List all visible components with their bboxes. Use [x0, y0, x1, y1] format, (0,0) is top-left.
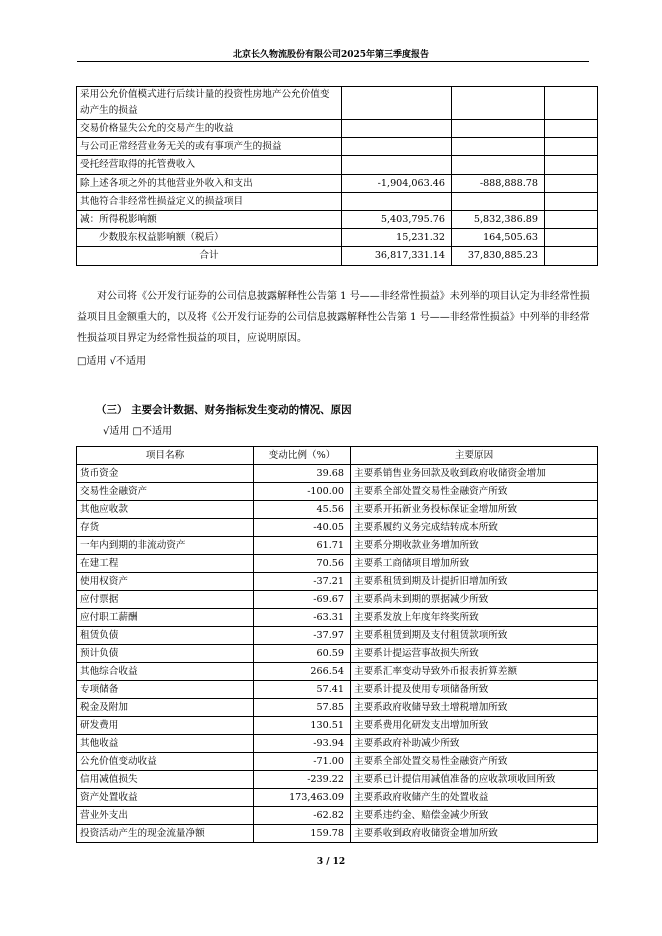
row-note: [545, 174, 598, 192]
table-row: [77, 555, 598, 573]
row-change-ratio: 61.71: [254, 537, 351, 555]
table-row: [77, 771, 598, 789]
row-main-reason: 主要系政府收储产生的处置收益: [351, 789, 598, 807]
row-item-name: 营业外支出: [77, 807, 254, 825]
table-row: [77, 519, 598, 537]
row-main-reason: 主要系全部处置交易性金融资产所致: [351, 753, 598, 771]
row-change-ratio: 60.59: [254, 645, 351, 663]
row-item-name: 预计负债: [77, 645, 254, 663]
header-main-reason: 主要原因: [351, 447, 598, 465]
row-item-name: 研发费用: [77, 717, 254, 735]
table-row: [77, 229, 598, 247]
row-change-ratio: 70.56: [254, 555, 351, 573]
row-main-reason: 主要系汇率变动导致外币报表折算差额: [351, 663, 598, 681]
row-current-amount: [342, 138, 452, 156]
section-3-title: （三） 主要会计数据、财务指标发生变动的情况、原因: [96, 404, 352, 416]
row-item-name: 资产处置收益: [77, 789, 254, 807]
row-change-ratio: -71.00: [254, 753, 351, 771]
row-change-ratio: -40.05: [254, 519, 351, 537]
row-item-name: 税金及附加: [77, 699, 254, 717]
row-change-ratio: 130.51: [254, 717, 351, 735]
table-row: [77, 825, 598, 843]
row-current-amount: [342, 87, 452, 120]
row-main-reason: 主要系政府收储导致土增税增加所致: [351, 699, 598, 717]
row-change-ratio: -63.31: [254, 609, 351, 627]
table-row: [77, 156, 598, 174]
row-main-reason: 主要系违约金、赔偿金减少所致: [351, 807, 598, 825]
row-item-label: 减：所得税影响额: [77, 211, 342, 229]
row-change-ratio: 57.85: [254, 699, 351, 717]
row-main-reason: 主要系工商储项目增加所致: [351, 555, 598, 573]
row-main-reason: 主要系收到政府收储资金增加所致: [351, 825, 598, 843]
row-main-reason: 主要系发放上年度年终奖所致: [351, 609, 598, 627]
table-header-row: [77, 447, 598, 465]
row-note: [545, 247, 598, 265]
row-current-amount: 5,403,795.76: [342, 211, 452, 229]
table-row: [77, 174, 598, 192]
table-row: [77, 247, 598, 265]
table-row: [77, 483, 598, 501]
row-main-reason: 主要系全部处置交易性金融资产所致: [351, 483, 598, 501]
row-item-name: 其他应收款: [77, 501, 254, 519]
row-item-name: 在建工程: [77, 555, 254, 573]
table-row: [77, 717, 598, 735]
row-current-amount: -1,904,063.46: [342, 174, 452, 192]
row-current-amount: 15,231.32: [342, 229, 452, 247]
row-main-reason: 主要系尚未到期的票据减少所致: [351, 591, 598, 609]
row-item-name: 其他综合收益: [77, 663, 254, 681]
table-row: [77, 627, 598, 645]
row-change-ratio: -37.97: [254, 627, 351, 645]
row-main-reason: 主要系政府补助减少所致: [351, 735, 598, 753]
row-main-reason: 主要系计提运营事故损失所致: [351, 645, 598, 663]
row-item-name: 投资活动产生的现金流量净额: [77, 825, 254, 843]
row-item-name: 应付职工薪酬: [77, 609, 254, 627]
row-ytd-amount: [452, 120, 545, 138]
row-ytd-amount: -888,888.78: [452, 174, 545, 192]
row-current-amount: [342, 192, 452, 210]
row-current-amount: [342, 156, 452, 174]
table-row: [77, 138, 598, 156]
table-row: [77, 609, 598, 627]
table-row: [77, 807, 598, 825]
row-ytd-amount: [452, 87, 545, 120]
row-item-label: 合计: [77, 247, 342, 265]
table-row: [77, 211, 598, 229]
table-row: [77, 681, 598, 699]
table-row: [77, 699, 598, 717]
row-note: [545, 120, 598, 138]
row-ytd-amount: [452, 156, 545, 174]
row-ytd-amount: [452, 138, 545, 156]
header-change-ratio: 变动比例（%）: [254, 447, 351, 465]
table-row: [77, 573, 598, 591]
row-note: [545, 87, 598, 120]
table-row: [77, 789, 598, 807]
row-note: [545, 211, 598, 229]
row-change-ratio: -100.00: [254, 483, 351, 501]
applicability-checkbox-1: □适用 √不适用: [77, 356, 146, 367]
row-change-ratio: 159.78: [254, 825, 351, 843]
row-change-ratio: -62.82: [254, 807, 351, 825]
row-change-ratio: -37.21: [254, 573, 351, 591]
table-row: [77, 663, 598, 681]
table-row: [77, 192, 598, 210]
table-row: [77, 753, 598, 771]
row-change-ratio: 57.41: [254, 681, 351, 699]
table-row: [77, 735, 598, 753]
row-change-ratio: -239.22: [254, 771, 351, 789]
row-ytd-amount: [452, 192, 545, 210]
row-ytd-amount: 5,832,386.89: [452, 211, 545, 229]
header-item-name: 项目名称: [77, 447, 254, 465]
row-main-reason: 主要系销售业务回款及收到政府收储资金增加: [351, 465, 598, 483]
row-current-amount: [342, 120, 452, 138]
row-ytd-amount: 164,505.63: [452, 229, 545, 247]
row-ytd-amount: 37,830,885.23: [452, 247, 545, 265]
row-main-reason: 主要系租赁到期及计提折旧增加所致: [351, 573, 598, 591]
table-row: [77, 120, 598, 138]
row-item-label: 采用公允价值模式进行后续计量的投资性房地产公允价值变动产生的损益: [77, 87, 342, 120]
row-item-label: 除上述各项之外的其他营业外收入和支出: [77, 174, 342, 192]
row-note: [545, 156, 598, 174]
row-item-name: 交易性金融资产: [77, 483, 254, 501]
row-item-label: 受托经营取得的托管费收入: [77, 156, 342, 174]
row-change-ratio: -93.94: [254, 735, 351, 753]
table-row: [77, 537, 598, 555]
row-item-name: 公允价值变动收益: [77, 753, 254, 771]
row-item-name: 租赁负债: [77, 627, 254, 645]
row-change-ratio: 173,463.09: [254, 789, 351, 807]
row-change-ratio: -69.67: [254, 591, 351, 609]
row-item-name: 信用减值损失: [77, 771, 254, 789]
row-item-name: 存货: [77, 519, 254, 537]
row-item-name: 货币资金: [77, 465, 254, 483]
row-item-name: 专项储备: [77, 681, 254, 699]
row-main-reason: 主要系租赁到期及支付租赁款项所致: [351, 627, 598, 645]
non-recurring-gains-table: [76, 86, 598, 266]
row-item-label: 其他符合非经常性损益定义的损益项目: [77, 192, 342, 210]
row-item-name: 其他收益: [77, 735, 254, 753]
row-item-name: 使用权资产: [77, 573, 254, 591]
row-main-reason: 主要系开拓新业务投标保证金增加所致: [351, 501, 598, 519]
row-change-ratio: 266.54: [254, 663, 351, 681]
row-main-reason: 主要系费用化研发支出增加所致: [351, 717, 598, 735]
table-row: [77, 591, 598, 609]
table-row: [77, 645, 598, 663]
row-item-label: 交易价格显失公允的交易产生的收益: [77, 120, 342, 138]
row-main-reason: 主要系分期收款业务增加所致: [351, 537, 598, 555]
row-item-label: 少数股东权益影响额（税后）: [77, 229, 342, 247]
row-item-label: 与公司正常经营业务无关的或有事项产生的损益: [77, 138, 342, 156]
disclosure-paragraph: 对公司将《公开发行证券的公司信息披露解释性公告第 1 号——非经常性损益》未列举的项目认定为非经常性损益项目且金额重大的，以及将《公开发行证券的公司信息披露解释性公告第 1 号——非经常性损益》中列举的非经常性损益项目界定为经常性损益的项目，应说明原因。: [77, 291, 590, 344]
table-row: [77, 87, 598, 120]
row-item-name: 一年内到期的非流动资产: [77, 537, 254, 555]
table-row: [77, 465, 598, 483]
row-main-reason: 主要系已计提信用减值准备的应收款项收回所致: [351, 771, 598, 789]
table-row: [77, 501, 598, 519]
row-change-ratio: 39.68: [254, 465, 351, 483]
page-number: 3 / 12: [316, 857, 346, 867]
row-change-ratio: 45.56: [254, 501, 351, 519]
applicability-checkbox-2: √适用 □不适用: [103, 426, 172, 437]
change-ratio-table: [76, 446, 598, 843]
row-current-amount: 36,817,331.14: [342, 247, 452, 265]
row-item-name: 应付票据: [77, 591, 254, 609]
row-note: [545, 229, 598, 247]
row-main-reason: 主要系计提及使用专项储备所致: [351, 681, 598, 699]
report-header-title: 北京长久物流股份有限公司2025年第三季度报告: [232, 50, 430, 60]
row-note: [545, 138, 598, 156]
row-main-reason: 主要系履约义务完成结转成本所致: [351, 519, 598, 537]
header-divider: [77, 61, 589, 62]
row-note: [545, 192, 598, 210]
